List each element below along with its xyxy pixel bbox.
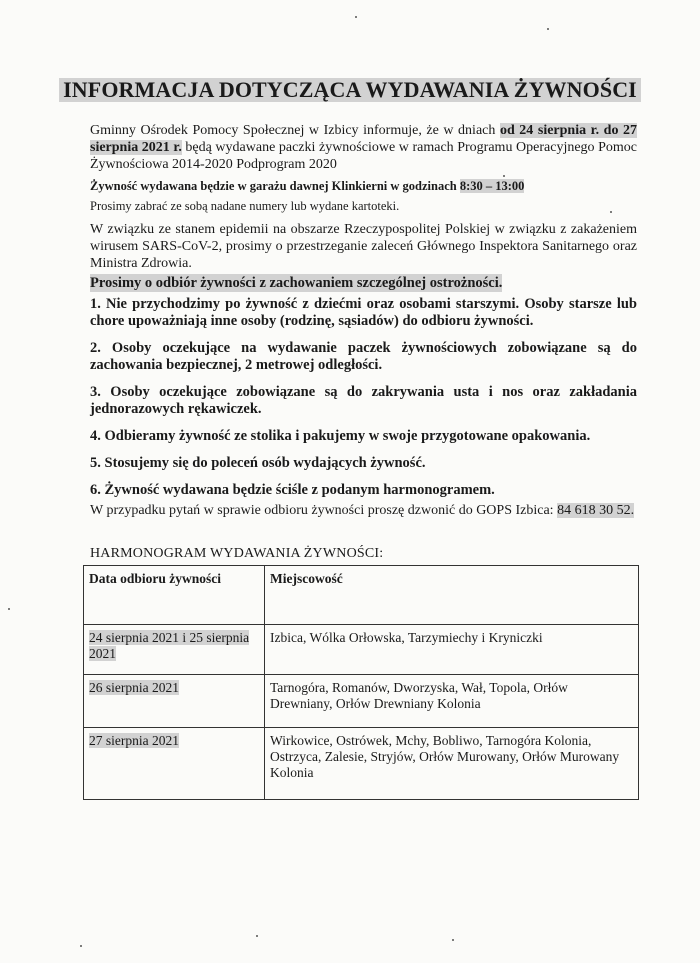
location-text: Żywność wydawana będzie w garażu dawnej Klinkierni w godzinach bbox=[90, 179, 457, 193]
table-header-row bbox=[84, 566, 639, 625]
scan-speck bbox=[610, 211, 612, 213]
row-date: 27 sierpnia 2021 bbox=[84, 728, 265, 800]
rule-item: 3. Osoby oczekujące zobowiązane są do zakrywania usta i nos oraz zakładania jednorazowych rękawiczek. bbox=[90, 384, 637, 417]
row-places: Wirkowice, Ostrówek, Mchy, Bobliwo, Tarnogóra Kolonia, Ostrzyca, Zalesie, Stryjów, Orłów Murowany, Orłów Murowany Kolonia bbox=[265, 728, 639, 800]
rule-item: 6. Żywność wydawana będzie ściśle z podanym harmonogramem. bbox=[90, 482, 495, 498]
location-note bbox=[90, 178, 650, 194]
rule-item: 4. Odbieramy żywność ze stolika i pakujemy w swoje przygotowane opakowania. bbox=[90, 428, 591, 444]
intro-paragraph bbox=[90, 122, 637, 173]
contact-phone: 84 618 30 52. bbox=[557, 503, 635, 518]
contact-text: W przypadku pytań w sprawie odbioru żywności proszę dzwonić do GOPS Izbica: bbox=[90, 503, 554, 518]
rule-item: 2. Osoby oczekujące na wydawanie paczek żywnościowych zobowiązane są do zachowania bezpiecznej, 2 metrowej odległości. bbox=[90, 340, 637, 373]
row-places: Tarnogóra, Romanów, Dworzyska, Wał, Topola, Orłów Drewniany, Orłów Drewniany Kolonia bbox=[265, 675, 639, 728]
scan-speck bbox=[80, 945, 82, 947]
scan-speck bbox=[547, 28, 549, 30]
location-hours: 8:30 – 13:00 bbox=[459, 179, 525, 193]
contact-line bbox=[90, 502, 650, 520]
scan-speck bbox=[8, 608, 10, 610]
document-title: INFORMACJA DOTYCZĄCA WYDAWANIA ŻYWNOŚCI bbox=[59, 78, 641, 102]
rule-item: 5. Stosujemy się do poleceń osób wydających żywność. bbox=[90, 455, 426, 471]
header-date: Data odbioru żywności bbox=[84, 566, 265, 625]
table-row bbox=[84, 625, 639, 675]
scan-speck bbox=[452, 939, 454, 941]
scan-speck bbox=[503, 175, 505, 177]
epidemic-paragraph: W związku ze stanem epidemii na obszarze Rzeczypospolitej Polskiej w związku z zakażeniem wirusem SARS-CoV-2, prosimy o przestrzeganie zaleceń Głównego Inspektora Sanitarnego oraz Ministra Zdrowia. bbox=[90, 222, 637, 271]
row-date: 26 sierpnia 2021 bbox=[84, 675, 265, 728]
rules-list bbox=[90, 296, 637, 509]
rule-item: 1. Nie przychodzimy po żywność z dziećmi oraz osobami starszymi. Osoby starsze lub chore upoważniają inne osoby (rodzinę, sąsiadów) do odbioru żywności. bbox=[90, 296, 637, 329]
header-place: Miejscowość bbox=[265, 566, 639, 625]
document-title-wrap bbox=[0, 78, 700, 102]
table-row bbox=[84, 728, 639, 800]
row-date: 24 sierpnia 2021 i 25 sierpnia 2021 bbox=[84, 625, 265, 675]
intro-text-b: będą wydawane paczki żywnościowe w ramach Programu Operacyjnego Pomoc Żywnościowa 2014-2020 Podprogram 2020 bbox=[90, 140, 638, 172]
table-row bbox=[84, 675, 639, 728]
bring-id-note: Prosimy zabrać ze sobą nadane numery lub wydane kartoteki. bbox=[90, 199, 400, 213]
scan-speck bbox=[355, 16, 357, 18]
caution-heading: Prosimy o odbiór żywności z zachowaniem szczególnej ostrożności. bbox=[90, 275, 503, 291]
intro-text-a: Gminny Ośrodek Pomocy Społecznej w Izbicy informuje, że w dniach bbox=[90, 123, 496, 138]
schedule-table bbox=[83, 565, 639, 800]
scan-speck bbox=[256, 935, 258, 937]
row-places: Izbica, Wólka Orłowska, Tarzymiechy i Kryniczki bbox=[265, 625, 639, 675]
schedule-title: HARMONOGRAM WYDAWANIA ŻYWNOŚCI: bbox=[90, 546, 384, 561]
intro-date-range: od 24 sierpnia r. do 27 sierpnia 2021 r. bbox=[90, 123, 638, 155]
